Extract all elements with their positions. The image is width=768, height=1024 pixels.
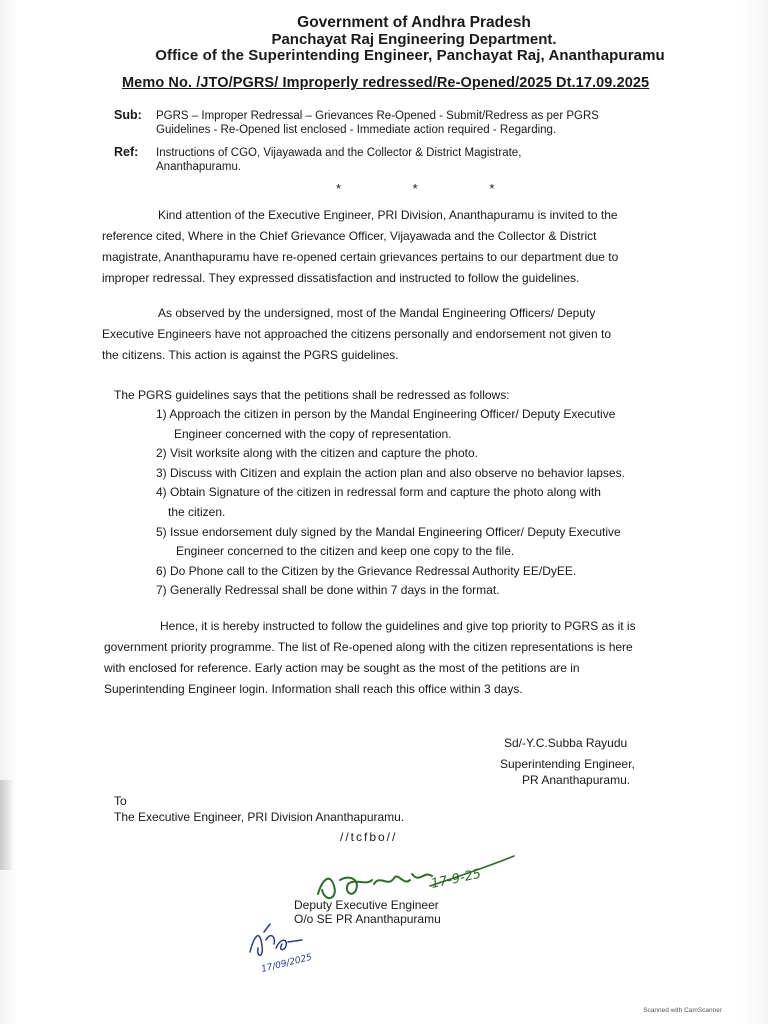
svg-text:17-9-25: 17-9-25 xyxy=(429,866,483,892)
list-item xyxy=(156,483,625,522)
deputy-block xyxy=(294,898,441,926)
list-item-text: 7) Generally Redressal shall be done within 7 days in the format. xyxy=(156,583,500,598)
list-item xyxy=(156,444,625,464)
list-item xyxy=(156,405,625,444)
paragraph-line: magistrate, Ananthapuramu have re-opened certain grievances pertains to our department due to xyxy=(102,250,619,264)
paragraph-2 xyxy=(102,303,720,366)
paragraph-line: government priority programme. The list of Re-opened along with the citizen representations is here xyxy=(104,640,633,654)
reference-line: Instructions of CGO, Vijayawada and the Collector & District Magistrate, xyxy=(156,147,522,159)
reference-text xyxy=(156,146,521,174)
paragraph-3 xyxy=(104,616,720,700)
list-item-continuation: the citizen. xyxy=(168,504,226,519)
paragraph-line: Superintending Engineer login. Information shall reach this office within 3 days. xyxy=(104,682,523,696)
signatory-block xyxy=(500,734,635,787)
signatory-name: Sd/-Y.C.Subba Rayudu xyxy=(504,736,628,750)
list-item-continuation: Engineer concerned to the citizen and keep one copy to the file. xyxy=(176,544,515,559)
to-block xyxy=(114,793,404,825)
paragraph-line: Hence, it is hereby instructed to follow the guidelines and give top priority to PGRS as it is xyxy=(160,619,636,633)
forwarded-mark: //tcfbo// xyxy=(340,830,398,844)
signatory-office: PR Ananthapuramu. xyxy=(522,773,631,787)
list-item-text: 4) Obtain Signature of the citizen in redressal form and capture the photo along with xyxy=(156,485,601,500)
reference-label: Ref: xyxy=(114,145,139,159)
separator-stars: * * * xyxy=(336,181,529,196)
list-item-continuation: Engineer concerned with the copy of representation. xyxy=(174,426,452,441)
list-item-text: 2) Visit worksite along with the citizen and capture the photo. xyxy=(156,446,478,461)
signatory-title: Superintending Engineer, xyxy=(500,757,635,771)
list-item-text: 3) Discuss with Citizen and explain the action plan and also observe no behavior lapses. xyxy=(156,465,625,480)
scan-edge-shadow xyxy=(0,780,14,870)
deputy-office: O/o SE PR Ananthapuramu xyxy=(294,912,441,926)
guidelines-intro-text: The PGRS guidelines says that the petitions shall be redressed as follows: xyxy=(114,388,510,402)
list-item xyxy=(156,523,625,562)
svg-text:17/09/2025: 17/09/2025 xyxy=(260,952,314,975)
paragraph-line: reference cited, Where in the Chief Grievance Officer, Vijayawada and the Collector & District xyxy=(102,229,597,243)
header-department: Panchayat Raj Engineering Department. xyxy=(271,31,557,48)
subject-line: Guidelines - Re-Opened list enclosed - Immediate action required - Regarding. xyxy=(156,124,557,136)
header-government: Government of Andhra Pradesh xyxy=(297,14,531,31)
paragraph-line: Executive Engineers have not approached the citizens personally and endorsement not given to xyxy=(102,327,611,341)
paragraph-line: As observed by the undersigned, most of the Mandal Engineering Officers/ Deputy xyxy=(158,306,596,320)
to-label: To xyxy=(114,794,127,808)
header-office: Office of the Superintending Engineer, Panchayat Raj, Ananthapuramu xyxy=(155,47,665,64)
deputy-title: Deputy Executive Engineer xyxy=(294,898,439,912)
paragraph-line: the citizens. This action is against the PGRS guidelines. xyxy=(102,348,399,362)
list-item-text: 5) Issue endorsement duly signed by the Mandal Engineering Officer/ Deputy Executive xyxy=(156,524,621,539)
memo-number: Memo No. /JTO/PGRS/ Improperly redressed/Re-Opened/2025 Dt.17.09.2025 xyxy=(122,75,650,91)
list-item xyxy=(156,464,625,484)
paragraph-line: with enclosed for reference. Early action may be sought as the most of the petitions are in xyxy=(104,661,580,675)
guidelines-intro xyxy=(114,385,510,406)
list-item-text: 1) Approach the citizen in person by the Mandal Engineering Officer/ Deputy Executive xyxy=(156,407,616,421)
list-item xyxy=(156,562,625,582)
guidelines-list xyxy=(156,405,625,601)
subject-line: PGRS – Improper Redressal – Grievances Re-Opened - Submit/Redress as per PGRS xyxy=(156,110,599,122)
paragraph-1 xyxy=(102,205,720,289)
reference-line: Ananthapuramu. xyxy=(156,161,242,173)
paragraph-line: Kind attention of the Executive Engineer, PRI Division, Ananthapuramu is invited to the xyxy=(158,208,618,222)
paragraph-line: improper redressal. They expressed dissatisfaction and instructed to follow the guidelines. xyxy=(102,271,580,285)
list-item-text: 6) Do Phone call to the Citizen by the Grievance Redressal Authority EE/DyEE. xyxy=(156,563,577,578)
to-addressee: The Executive Engineer, PRI Division Ananthapuramu. xyxy=(114,810,405,824)
subject-label: Sub: xyxy=(114,108,142,122)
initials-signature xyxy=(236,918,316,978)
list-item xyxy=(156,581,625,601)
subject-text xyxy=(156,109,599,137)
scanner-watermark: Scanned with CamScanner xyxy=(643,1007,722,1014)
